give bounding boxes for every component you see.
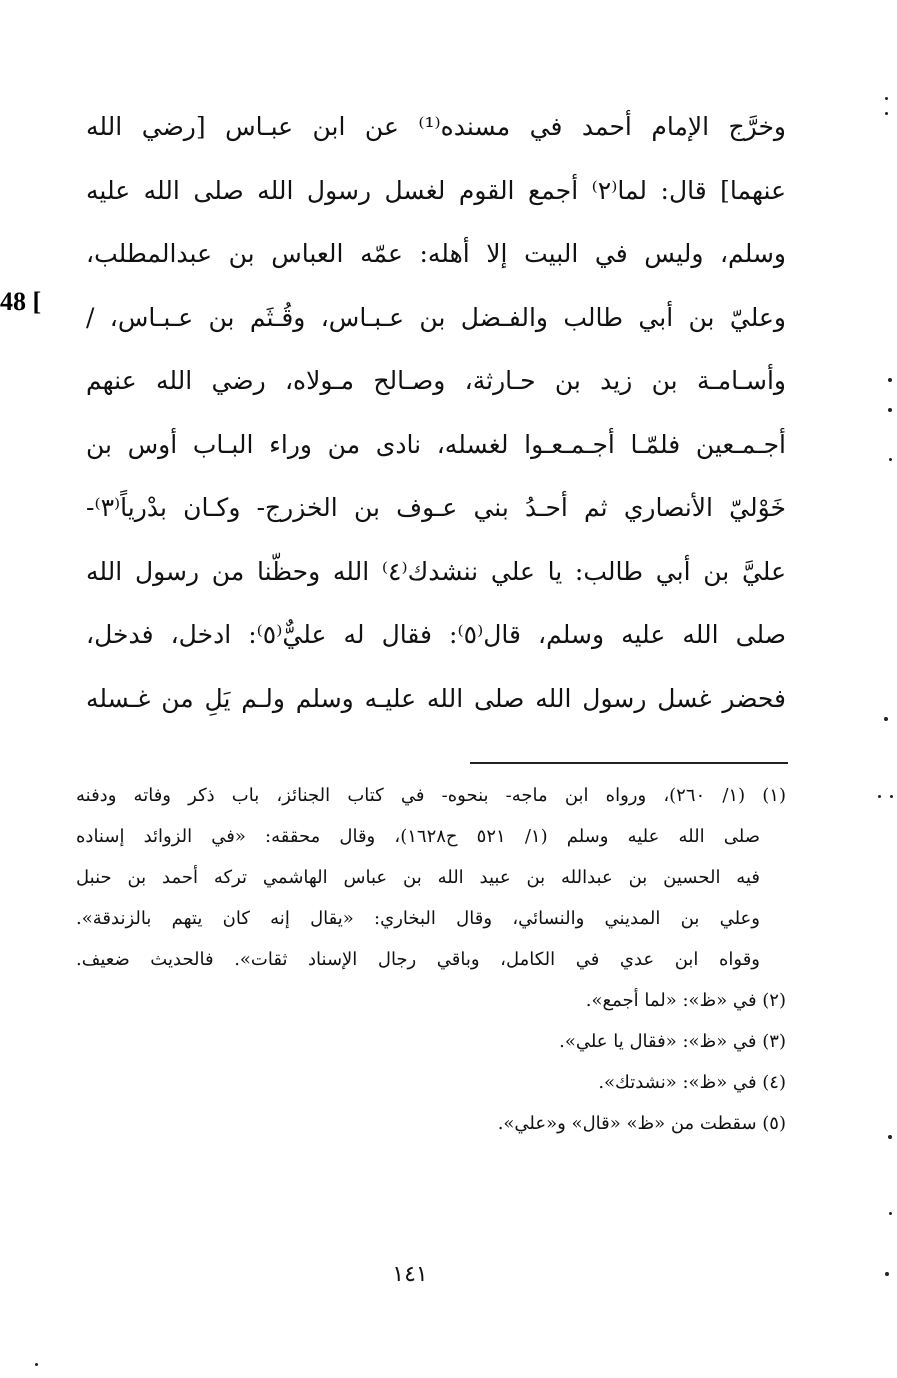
footnote-line: فيه الحسين بن عبدالله بن عبيد الله بن عباس الهاشمي تركه أحمد بن حنبل [76, 867, 760, 888]
main-text-line: عليَّ بن أبي طالب: يا علي ننشدك⁽٤⁾ الله وحظّنا من رسول الله [86, 556, 786, 586]
scan-speck [890, 795, 893, 798]
footnote-line: (٣) في «ظ»: «فقال يا علي». [559, 1031, 786, 1052]
scan-speck [35, 1363, 38, 1366]
scan-speck [889, 458, 892, 461]
footnote-line: (٤) في «ظ»: «نشدتك». [598, 1072, 786, 1093]
footnote-line: وعلي بن المديني والنسائي، وقال البخاري: «يقال إنه كان يتهم بالزندقة». [76, 908, 760, 929]
main-text-line: وسلم، وليس في البيت إلا أهله: عمّه العباس بن عبدالمطلب، [86, 239, 786, 268]
main-text-block [86, 95, 786, 730]
footnote-line: صلى الله عليه وسلم (١/ ٥٢١ ح١٦٢٨)، وقال محققه: «في الزوائد إسناده [76, 826, 761, 847]
main-text-line: فحضر غسل رسول الله صلى الله عليـه وسلم ولـم يَلِ من غـسله [86, 683, 786, 713]
scan-speck [884, 717, 888, 721]
scan-speck [888, 408, 892, 412]
scan-speck [878, 795, 881, 798]
footnote-line: (١) (١/ ٢٦٠)، ورواه ابن ماجه- بنحوه- في كتاب الجنائز، باب ذكر وفاته ودفنه [76, 785, 786, 806]
scan-speck [888, 1135, 892, 1139]
scan-speck [885, 1272, 889, 1276]
scan-speck [889, 1212, 892, 1215]
scan-speck [888, 378, 892, 382]
scan-speck [885, 112, 888, 115]
page-number: ١٤١ [392, 1262, 428, 1287]
footnote-line: (٥) سقطت من «ظ» «قال» و«علي». [497, 1113, 786, 1134]
footnote-line: وقواه ابن عدي في الكامل، وباقي رجال الإسناد ثقات». فالحديث ضعيف. [76, 949, 760, 970]
footnote-line: (٢) في «ظ»: «لما أجمع». [585, 990, 786, 1011]
footnotes-block [76, 775, 786, 1144]
main-text-line: وعليّ بن أبي طالب والفـضل بن عـبـاس، وقُـثَم بن عـبـاس، / [86, 302, 786, 332]
main-text-line: عنهما] قال: لما⁽٢⁾ أجمع القوم لغسل رسول الله صلى الله عليه [86, 175, 786, 205]
main-text-line: وخرَّج الإمام أحمد في مسنده⁽¹⁾ عن ابن عبـاس [رضي الله [86, 112, 786, 141]
main-text-line: وأسـامـة بن زيد بن حـارثة، وصـالح مـولاه، رضي الله عنهم [86, 366, 786, 395]
manuscript-page-marker: 48 [ [0, 287, 42, 316]
main-text-line: صلى الله عليه وسلم، قال⁽٥⁾: فقال له عليٌّ⁽٥⁾: ادخل، فدخل، [86, 620, 786, 649]
scan-speck [885, 97, 888, 100]
footnote-divider [470, 762, 788, 764]
main-text-line: خَوْليّ الأنصاري ثم أحـدُ بني عـوف بن الخزرج- وكـان بدْرياً⁽٣⁾- [86, 493, 786, 522]
main-text-line: أجـمـعين فلمّـا أجـمـعـوا لغسله، نادى من وراء البـاب أوس بن [86, 429, 786, 459]
